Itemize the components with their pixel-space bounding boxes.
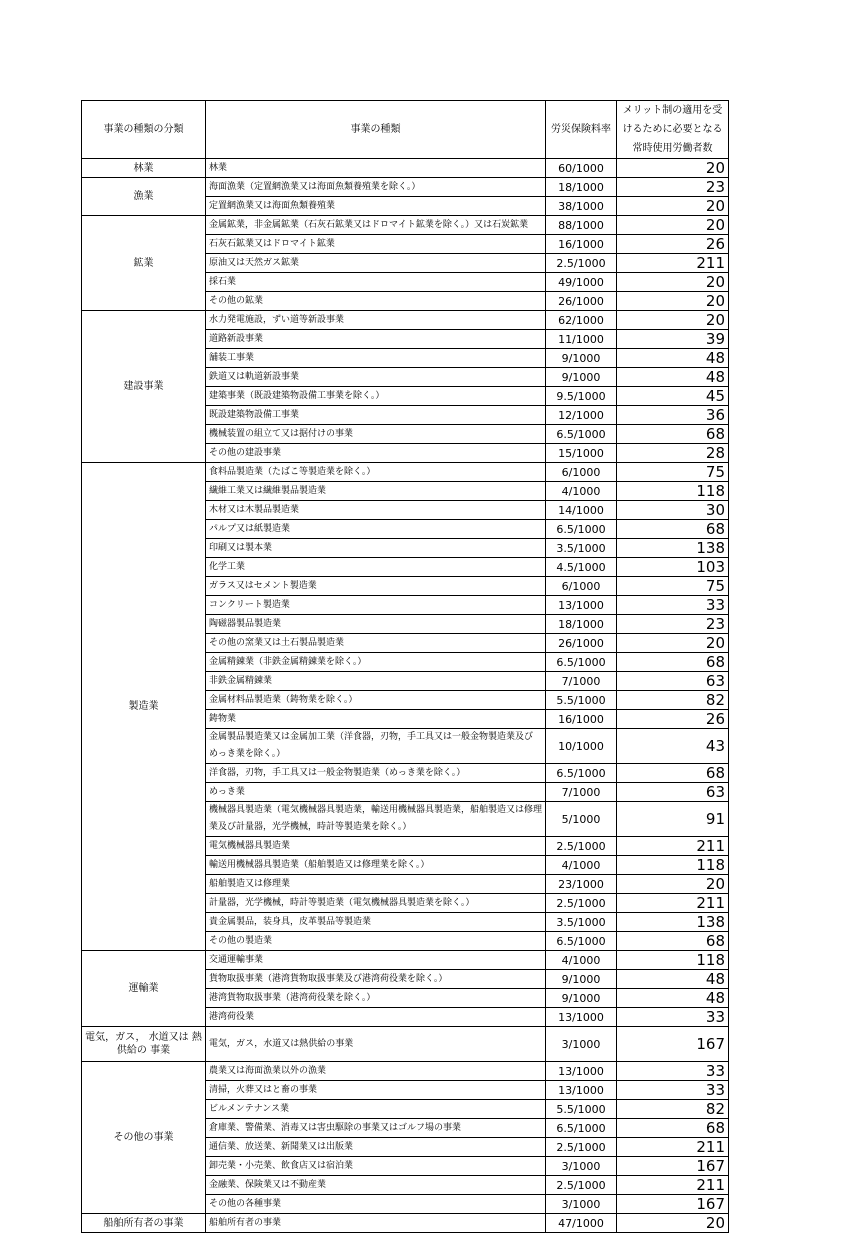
worker-count-cell: 167 <box>617 1157 729 1176</box>
business-type-cell: 通信業、放送業、新聞業又は出版業 <box>206 1138 546 1157</box>
category-cell: その他の事業 <box>82 1062 206 1214</box>
worker-count-cell: 91 <box>617 802 729 837</box>
worker-count-cell: 211 <box>617 837 729 856</box>
table-row <box>82 311 729 330</box>
table-row <box>82 216 729 235</box>
insurance-rate-cell: 9/1000 <box>546 970 617 989</box>
worker-count-cell: 23 <box>617 615 729 634</box>
header-type: 事業の種類 <box>206 101 546 159</box>
insurance-rate-cell: 5.5/1000 <box>546 691 617 710</box>
worker-count-cell: 211 <box>617 1176 729 1195</box>
worker-count-cell: 43 <box>617 729 729 764</box>
business-type-cell: 金属材料品製造業（鋳物業を除く。） <box>206 691 546 710</box>
worker-count-cell: 33 <box>617 596 729 615</box>
business-type-cell: パルプ又は紙製造業 <box>206 520 546 539</box>
worker-count-cell: 68 <box>617 653 729 672</box>
worker-count-cell: 33 <box>617 1062 729 1081</box>
worker-count-cell: 48 <box>617 989 729 1008</box>
business-type-cell: 非鉄金属精錬業 <box>206 672 546 691</box>
business-type-cell: 農業又は海面漁業以外の漁業 <box>206 1062 546 1081</box>
worker-count-cell: 63 <box>617 672 729 691</box>
insurance-rate-cell: 38/1000 <box>546 197 617 216</box>
header-worker-count: メリット制の適用を受けるために必要となる常時使用労働者数 <box>617 101 729 159</box>
category-cell: 漁業 <box>82 178 206 216</box>
business-type-cell: 電気，ガス，水道又は熱供給の事業 <box>206 1027 546 1062</box>
insurance-rate-cell: 7/1000 <box>546 783 617 802</box>
worker-count-cell: 103 <box>617 558 729 577</box>
insurance-rate-cell: 13/1000 <box>546 596 617 615</box>
insurance-rate-cell: 13/1000 <box>546 1062 617 1081</box>
insurance-rate-cell: 9/1000 <box>546 349 617 368</box>
business-type-cell: 化学工業 <box>206 558 546 577</box>
insurance-rate-cell: 12/1000 <box>546 406 617 425</box>
business-type-cell: コンクリート製造業 <box>206 596 546 615</box>
business-type-cell: 船舶製造又は修理業 <box>206 875 546 894</box>
category-cell: 船舶所有者の事業 <box>82 1214 206 1233</box>
worker-count-cell: 167 <box>617 1027 729 1062</box>
worker-count-cell: 211 <box>617 894 729 913</box>
worker-count-cell: 48 <box>617 970 729 989</box>
insurance-rate-cell: 3/1000 <box>546 1157 617 1176</box>
business-type-cell: 道路新設事業 <box>206 330 546 349</box>
business-type-cell: 金融業、保険業又は不動産業 <box>206 1176 546 1195</box>
worker-count-cell: 26 <box>617 235 729 254</box>
worker-count-cell: 28 <box>617 444 729 463</box>
business-type-cell: 機械器具製造業（電気機械器具製造業，輸送用機械器具製造業，船舶製造又は修理業及び計量器，光学機械，時計等製造業を除く。） <box>206 802 546 837</box>
category-cell: 林業 <box>82 159 206 178</box>
worker-count-cell: 36 <box>617 406 729 425</box>
insurance-rate-cell: 6.5/1000 <box>546 764 617 783</box>
business-type-cell: 既設建築物設備工事業 <box>206 406 546 425</box>
business-type-cell: 船舶所有者の事業 <box>206 1214 546 1233</box>
table-row <box>82 159 729 178</box>
insurance-rate-cell: 4/1000 <box>546 482 617 501</box>
insurance-rate-cell: 2.5/1000 <box>546 894 617 913</box>
insurance-rate-cell: 13/1000 <box>546 1008 617 1027</box>
table-row <box>82 1027 729 1062</box>
worker-count-cell: 20 <box>617 1214 729 1233</box>
business-type-cell: 水力発電施設，ずい道等新設事業 <box>206 311 546 330</box>
business-type-cell: 倉庫業、警備業、消毒又は害虫駆除の事業又はゴルフ場の事業 <box>206 1119 546 1138</box>
business-type-cell: めっき業 <box>206 783 546 802</box>
business-type-cell: 鋳物業 <box>206 710 546 729</box>
worker-count-cell: 118 <box>617 482 729 501</box>
business-type-cell: 林業 <box>206 159 546 178</box>
insurance-rate-cell: 6.5/1000 <box>546 425 617 444</box>
worker-count-cell: 68 <box>617 425 729 444</box>
business-type-cell: 計量器，光学機械，時計等製造業（電気機械器具製造業を除く。） <box>206 894 546 913</box>
insurance-rate-cell: 14/1000 <box>546 501 617 520</box>
category-cell: 電気，ガス， 水道又は 熱供給の 事業 <box>82 1027 206 1062</box>
insurance-rate-cell: 26/1000 <box>546 634 617 653</box>
worker-count-cell: 20 <box>617 311 729 330</box>
business-type-cell: 鉄道又は軌道新設事業 <box>206 368 546 387</box>
worker-count-cell: 211 <box>617 254 729 273</box>
business-type-cell: 建築事業（既設建築物設備工事業を除く。） <box>206 387 546 406</box>
insurance-rate-cell: 3.5/1000 <box>546 539 617 558</box>
insurance-rate-cell: 2.5/1000 <box>546 837 617 856</box>
business-type-cell: 卸売業・小売業、飲食店又は宿泊業 <box>206 1157 546 1176</box>
table-row <box>82 1062 729 1081</box>
insurance-rate-cell: 3/1000 <box>546 1027 617 1062</box>
business-type-cell: 電気機械器具製造業 <box>206 837 546 856</box>
insurance-rate-cell: 13/1000 <box>546 1081 617 1100</box>
worker-count-cell: 20 <box>617 197 729 216</box>
business-type-cell: 洋食器，刃物，手工具又は一般金物製造業（めっき業を除く。） <box>206 764 546 783</box>
business-type-cell: 貴金属製品，装身具，皮革製品等製造業 <box>206 913 546 932</box>
table-row <box>82 951 729 970</box>
worker-count-cell: 82 <box>617 691 729 710</box>
insurance-rate-cell: 88/1000 <box>546 216 617 235</box>
worker-count-cell: 68 <box>617 520 729 539</box>
business-type-cell: 金属製品製造業又は金属加工業（洋食器，刃物，手工具又は一般金物製造業及びめっき業を除く。） <box>206 729 546 764</box>
business-type-cell: 採石業 <box>206 273 546 292</box>
business-type-cell: 繊維工業又は繊維製品製造業 <box>206 482 546 501</box>
category-cell: 鉱業 <box>82 216 206 311</box>
header-category: 事業の種類の分類 <box>82 101 206 159</box>
table-row <box>82 1214 729 1233</box>
rate-table <box>81 100 729 1233</box>
worker-count-cell: 20 <box>617 216 729 235</box>
worker-count-cell: 118 <box>617 951 729 970</box>
worker-count-cell: 68 <box>617 1119 729 1138</box>
business-type-cell: その他の建設事業 <box>206 444 546 463</box>
insurance-rate-cell: 62/1000 <box>546 311 617 330</box>
business-type-cell: 交通運輸事業 <box>206 951 546 970</box>
category-cell: 製造業 <box>82 463 206 951</box>
insurance-rate-cell: 6.5/1000 <box>546 653 617 672</box>
insurance-rate-cell: 18/1000 <box>546 178 617 197</box>
insurance-rate-cell: 3/1000 <box>546 1195 617 1214</box>
worker-count-cell: 45 <box>617 387 729 406</box>
business-type-cell: 金属鉱業，非金属鉱業（石灰石鉱業又はドロマイト鉱業を除く。）又は石炭鉱業 <box>206 216 546 235</box>
worker-count-cell: 33 <box>617 1008 729 1027</box>
insurance-rate-cell: 6/1000 <box>546 463 617 482</box>
worker-count-cell: 48 <box>617 368 729 387</box>
business-type-cell: 貨物取扱事業（港湾貨物取扱事業及び港湾荷役業を除く。） <box>206 970 546 989</box>
insurance-rate-cell: 6.5/1000 <box>546 932 617 951</box>
insurance-rate-cell: 9/1000 <box>546 989 617 1008</box>
worker-count-cell: 20 <box>617 875 729 894</box>
insurance-rate-cell: 6/1000 <box>546 577 617 596</box>
category-cell: 運輸業 <box>82 951 206 1027</box>
insurance-rate-cell: 10/1000 <box>546 729 617 764</box>
business-type-cell: その他の各種事業 <box>206 1195 546 1214</box>
worker-count-cell: 118 <box>617 856 729 875</box>
insurance-rate-cell: 49/1000 <box>546 273 617 292</box>
insurance-rate-cell: 47/1000 <box>546 1214 617 1233</box>
worker-count-cell: 33 <box>617 1081 729 1100</box>
business-type-cell: 輸送用機械器具製造業（船舶製造又は修理業を除く。） <box>206 856 546 875</box>
business-type-cell: その他の鉱業 <box>206 292 546 311</box>
worker-count-cell: 211 <box>617 1138 729 1157</box>
insurance-rate-cell: 16/1000 <box>546 710 617 729</box>
worker-count-cell: 23 <box>617 178 729 197</box>
insurance-rate-cell: 7/1000 <box>546 672 617 691</box>
insurance-rate-cell: 15/1000 <box>546 444 617 463</box>
business-type-cell: 原油又は天然ガス鉱業 <box>206 254 546 273</box>
header-rate: 労災保険料率 <box>546 101 617 159</box>
insurance-rate-cell: 4/1000 <box>546 856 617 875</box>
business-type-cell: 港湾貨物取扱事業（港湾荷役業を除く。） <box>206 989 546 1008</box>
business-type-cell: 機械装置の組立て又は据付けの事業 <box>206 425 546 444</box>
insurance-rate-cell: 4.5/1000 <box>546 558 617 577</box>
business-type-cell: その他の製造業 <box>206 932 546 951</box>
worker-count-cell: 68 <box>617 932 729 951</box>
business-type-cell: 清掃，火葬又はと畜の事業 <box>206 1081 546 1100</box>
business-type-cell: 舗装工事業 <box>206 349 546 368</box>
worker-count-cell: 26 <box>617 710 729 729</box>
insurance-rate-cell: 5.5/1000 <box>546 1100 617 1119</box>
insurance-rate-cell: 11/1000 <box>546 330 617 349</box>
insurance-rate-cell: 18/1000 <box>546 615 617 634</box>
worker-count-cell: 48 <box>617 349 729 368</box>
insurance-rate-cell: 2.5/1000 <box>546 1138 617 1157</box>
worker-count-cell: 138 <box>617 539 729 558</box>
insurance-rate-cell: 23/1000 <box>546 875 617 894</box>
insurance-rate-cell: 6.5/1000 <box>546 1119 617 1138</box>
business-type-cell: ビルメンテナンス業 <box>206 1100 546 1119</box>
worker-count-cell: 167 <box>617 1195 729 1214</box>
business-type-cell: 食料品製造業（たばこ等製造業を除く。） <box>206 463 546 482</box>
table-row <box>82 178 729 197</box>
worker-count-cell: 20 <box>617 292 729 311</box>
insurance-rate-cell: 4/1000 <box>546 951 617 970</box>
insurance-rate-cell: 6.5/1000 <box>546 520 617 539</box>
business-type-cell: ガラス又はセメント製造業 <box>206 577 546 596</box>
business-type-cell: 印刷又は製本業 <box>206 539 546 558</box>
business-type-cell: 石灰石鉱業又はドロマイト鉱業 <box>206 235 546 254</box>
insurance-rate-cell: 3.5/1000 <box>546 913 617 932</box>
worker-count-cell: 138 <box>617 913 729 932</box>
business-type-cell: 陶磁器製品製造業 <box>206 615 546 634</box>
business-type-cell: その他の窯業又は土石製品製造業 <box>206 634 546 653</box>
header-row <box>82 101 729 159</box>
worker-count-cell: 63 <box>617 783 729 802</box>
worker-count-cell: 75 <box>617 463 729 482</box>
insurance-rate-cell: 2.5/1000 <box>546 1176 617 1195</box>
worker-count-cell: 20 <box>617 273 729 292</box>
business-type-cell: 定置網漁業又は海面魚類養殖業 <box>206 197 546 216</box>
business-type-cell: 海面漁業（定置網漁業又は海面魚類養殖業を除く。） <box>206 178 546 197</box>
worker-count-cell: 75 <box>617 577 729 596</box>
worker-count-cell: 82 <box>617 1100 729 1119</box>
insurance-rate-cell: 60/1000 <box>546 159 617 178</box>
worker-count-cell: 39 <box>617 330 729 349</box>
category-cell: 建設事業 <box>82 311 206 463</box>
insurance-rate-cell: 9/1000 <box>546 368 617 387</box>
insurance-rate-cell: 9.5/1000 <box>546 387 617 406</box>
worker-count-cell: 68 <box>617 764 729 783</box>
insurance-rate-cell: 5/1000 <box>546 802 617 837</box>
worker-count-cell: 20 <box>617 159 729 178</box>
insurance-rate-cell: 16/1000 <box>546 235 617 254</box>
business-type-cell: 木材又は木製品製造業 <box>206 501 546 520</box>
business-type-cell: 金属精錬業（非鉄金属精錬業を除く。） <box>206 653 546 672</box>
table-body <box>82 159 729 1233</box>
table-row <box>82 463 729 482</box>
business-type-cell: 港湾荷役業 <box>206 1008 546 1027</box>
worker-count-cell: 30 <box>617 501 729 520</box>
insurance-rate-cell: 26/1000 <box>546 292 617 311</box>
worker-count-cell: 20 <box>617 634 729 653</box>
insurance-rate-cell: 2.5/1000 <box>546 254 617 273</box>
